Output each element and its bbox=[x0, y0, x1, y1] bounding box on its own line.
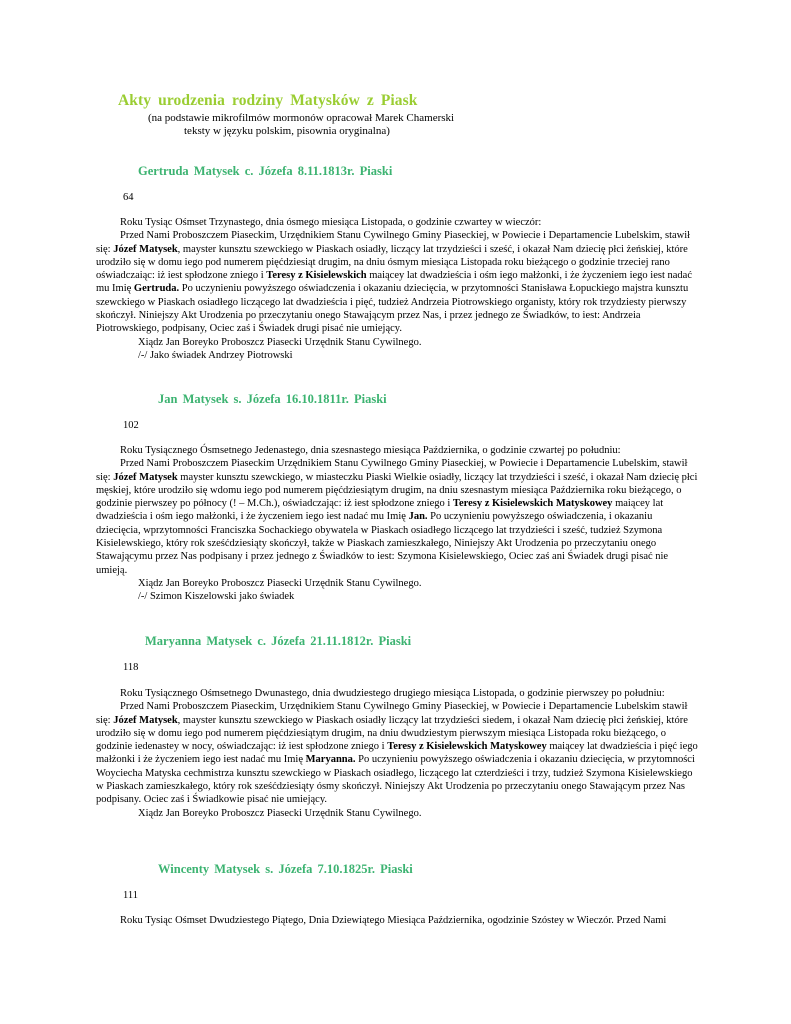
record-paragraph bbox=[96, 229, 698, 335]
record-heading-jan: Jan Matysek s. Józefa 16.10.1811r. Piaski bbox=[158, 392, 387, 406]
signature-line: Xiądz Jan Boreyko Proboszcz Piasecki Urzędnik Stanu Cywilnego. bbox=[138, 336, 422, 348]
bold-name: Józef Matysek bbox=[113, 471, 178, 483]
record-body bbox=[96, 914, 698, 927]
text-run: Przed Nami Proboszczem Piaseckim, Urzędnikiem Stanu Cywilnego Gminy Piaseckiej, w Powiecie i Departamencie Lubelskim, stawił się: bbox=[96, 230, 691, 255]
text-run: Roku Tysiąc Ośmset Dwudziestego Piątego, Dnia Dziewiątego Miesiąca Października, ogodzinie Szóstey w Wieczór. Przed Nami bbox=[120, 915, 667, 926]
bold-name: Maryanna. bbox=[305, 754, 356, 766]
text-run: Roku Tysiąc Ośmset Trzynastego, dnia ósmego miesiąca Listopada, o godzinie czwartey w wieczór: bbox=[120, 217, 542, 228]
record-body bbox=[96, 216, 698, 362]
record-paragraph bbox=[96, 457, 698, 577]
record-paragraph bbox=[96, 444, 698, 457]
subtitle-line-2: teksty w języku polskim, pisownia oryginalna) bbox=[184, 125, 390, 137]
text-run: maiącey lat dwadzieścia i ośm iego małżonki, i że życzeniem iego iest nadać mu Imię bbox=[96, 498, 664, 523]
bold-name: Jan. bbox=[408, 511, 428, 523]
record-number: 111 bbox=[123, 890, 138, 901]
text-run: maiącey lat dwadzieścia i pięć iego małżonki i że życzeniem iego iest nadać mu Imię bbox=[96, 741, 698, 766]
text-run: Przed Nami Proboszczem Piaseckim, Urzędnikiem Stanu Cywilnego Gminy Piaseckiej, w Powiecie i Departamencie Lubelskim stawił się: bbox=[96, 701, 688, 726]
record-paragraph bbox=[96, 216, 698, 229]
signature-line: Xiądz Jan Boreyko Proboszcz Piasecki Urzędnik Stanu Cywilnego. bbox=[138, 577, 422, 589]
text-run: Po uczynieniu powyższego oświadczenia i okazaniu dziecięcia, w przytomności Stanisława Łopuckiego majstra kunsztu szewckiego w Piaskach osiadłego liczącego lat dwadzieścia i pięć, tudzież Andrzeia Piotrowskiego organisty, który rok trzydziesty pierwszy skończył. Niniejszy Akt Urodzenia po przeczytaniu onego Stawającym przez Nas, i przez jednego ze Świadków, to iest: Andrzeia Piotrowskiego, podpisany, Ociec zaś i Świadek drugi pisać nie umiejący. bbox=[96, 283, 689, 335]
signature-line: Xiądz Jan Boreyko Proboszcz Piasecki Urzędnik Stanu Cywilnego. bbox=[138, 807, 422, 819]
bold-name: Józef Matysek bbox=[113, 243, 178, 255]
record-heading-wincenty: Wincenty Matysek s. Józefa 7.10.1825r. Piaski bbox=[158, 862, 413, 876]
text-run: , mayster kunsztu szewckiego w Piaskach osiadły liczący lat trzydzieści siedem, i okazał Nam dziecię płci żeńskiej, które urodziło się w domu iego pod numerem pięćdziesiątym drugim, na dniu dwudziestym pierwszym miesiąca Listopada roku bieżącego, o godzinie iedenastey w nocy, oświadczając: iż iest spłodzone zniego i bbox=[96, 714, 688, 753]
record-paragraph bbox=[96, 700, 698, 806]
text-run: Roku Tysiącznego Ósmsetnego Jedenastego, dnia szesnastego miesiąca Października, o godzinie czwartej po południu: bbox=[120, 445, 621, 456]
text-run: Po uczynieniu powyższego oświadczenia i okazaniu dziecięcia, w przytomności Woyciecha Matyska cechmistrza kunsztu szewckiego w Piaskach osiadłego, liczącego lat czterdzieści i trzy, tudzież Szymona Kisielewskiego w Piaskach zamieszkałego, który rok sześćdziesiąty ósmy skończył. Niniejszy Akt Urodzenia po przeczytaniu onego Stawającym przez Nas podpisany. Ociec zaś i Świadkowie pisać nie umiejący. bbox=[96, 754, 695, 806]
text-run: Przed Nami Proboszczem Piaseckim Urzędnikiem Stanu Cywilnego Gminy Piaseckiej, w Powiecie i Departamencie Lubelskim, stawił się: bbox=[96, 458, 688, 483]
text-run: Roku Tysiącznego Ośmsetnego Dwunastego, dnia dwudziestego drugiego miesiąca Listopada, o godzinie pierwszey po południu: bbox=[120, 688, 665, 699]
bold-name: Teresy z Kisielewskich Matyskowey bbox=[387, 741, 547, 753]
record-number: 102 bbox=[123, 420, 139, 431]
subtitle-line-1: (na podstawie mikrofilmów mormonów opracował Marek Chamerski bbox=[148, 112, 455, 124]
text-run: mayster kunsztu szewckiego, w miasteczku Piaski Wielkie osiadły, liczący lat trzydzieści i sześć, i okazał Nam dziecię płci męskiej, które urodziło się wdomu iego pod numerem pięćdziesiątym drugim, na dniu szesnastym miesiąca Października roku bieżącego, o godzinie pierwszey po północy (! – M.Ch.), oświadczając: iż iest spłodzone zniego i bbox=[96, 471, 698, 510]
record-paragraph bbox=[96, 687, 698, 700]
text-run: Po uczynieniu powyższego oświadczenia, i okazaniu dziecięcia, wprzytomności Franciszka Sochackiego obywatela w Piaskach osiadłego liczącego lat trzydzieści i sześć, tudzież Szymona Kisielewskiego, który rok sześćdziesiąty skończył, także w Piaskach zamieszkałego, Niniejszy Akt Urodzenia po przeczytaniu onego Stawającymu przez Nas podpisany i przez jednego z Świadków to iest: Szymona Kisielewskiego, Ociec zaś ani Świadek drugi pisać nie umieją. bbox=[96, 511, 669, 576]
bold-name: Teresy z Kisielewskich bbox=[266, 270, 367, 282]
record-number: 118 bbox=[123, 662, 139, 673]
record-body bbox=[96, 687, 698, 820]
document-title: Akty urodzenia rodziny Matysków z Piask bbox=[118, 92, 418, 109]
text-run: maiącey lat dwadzieścia i ośm iego małżonki, i że życzeniem iego iest nadać mu Imię bbox=[96, 270, 692, 295]
bold-name: Teresy z Kisielewskich Matyskowey bbox=[452, 498, 613, 510]
text-run: , mayster kunsztu szewckiego w Piaskach osiadły, liczący lat trzydzieści i sześć, i okazał Nam dziecię płci żeńskiej, które urodziło się w domu iego pod numerem pięćdziesiąt drugim, na dniu ósmym miesiąca Listopada roku bieżącego o godzinie trzeciej rano oświadczaiąc: iż iest spłodzone zniego i bbox=[96, 243, 688, 282]
signature-line: /-/ Szimon Kiszelowski jako świadek bbox=[138, 591, 295, 603]
record-heading-maryanna: Maryanna Matysek c. Józefa 21.11.1812r. Piaski bbox=[145, 634, 412, 648]
record-heading-gertruda: Gertruda Matysek c. Józefa 8.11.1813r. Piaski bbox=[138, 164, 393, 178]
bold-name: Józef Matysek bbox=[113, 714, 178, 726]
signature-line: /-/ Jako świadek Andrzey Piotrowski bbox=[138, 349, 293, 361]
record-body bbox=[96, 444, 698, 604]
bold-name: Gertruda. bbox=[133, 283, 180, 295]
record-number: 64 bbox=[123, 192, 134, 203]
record-paragraph bbox=[96, 914, 698, 927]
